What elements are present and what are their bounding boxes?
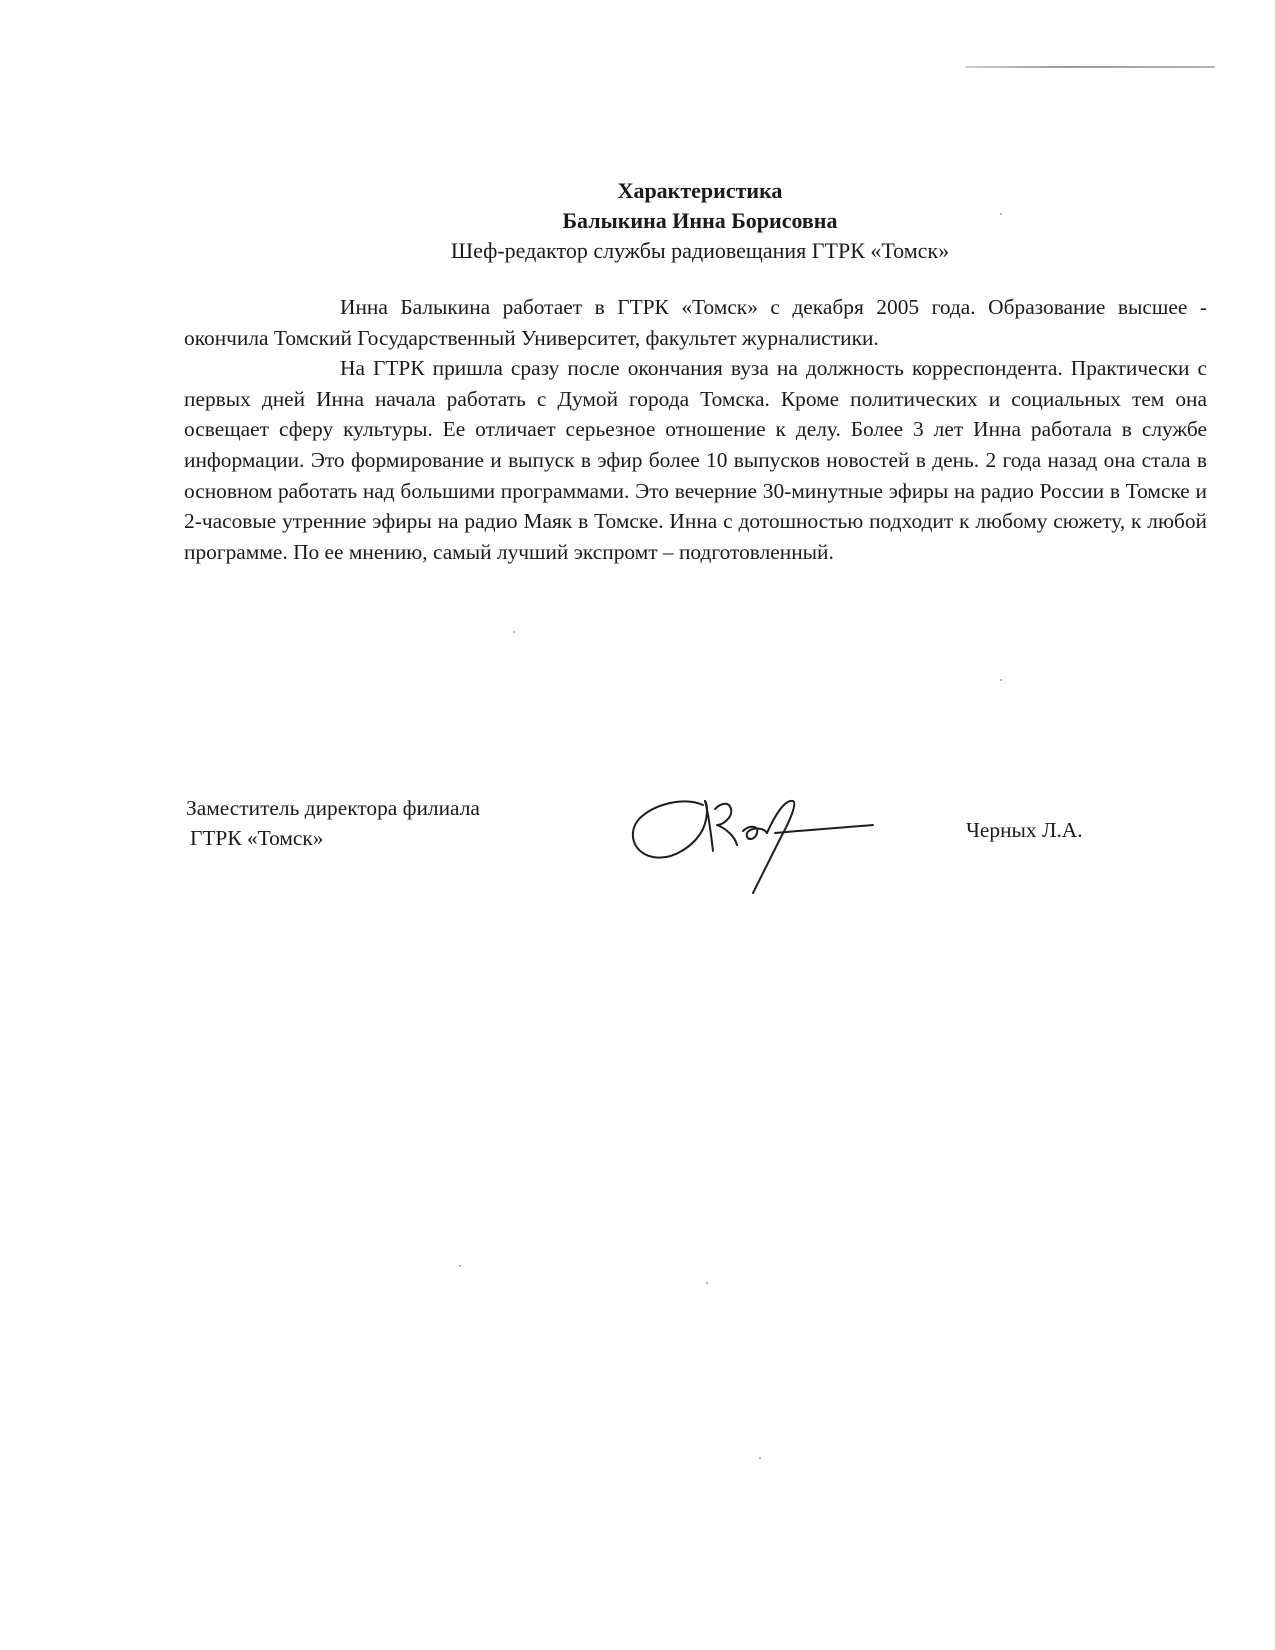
- signature-loop-stroke: [633, 801, 707, 858]
- scan-speck: [1000, 679, 1002, 681]
- person-name: Балыкина Инна Борисовна: [562, 208, 838, 233]
- signature-letter-stroke: [705, 801, 737, 851]
- signature-tail-stroke: [775, 825, 873, 833]
- person-position: Шеф-редактор службы радиовещания ГТРК «Томск»: [450, 238, 950, 263]
- signatory-organization: ГТРК «Томск»: [190, 826, 324, 850]
- document-title: Характеристика: [617, 178, 783, 203]
- scan-speck: [706, 1282, 708, 1284]
- body-paragraph-2: На ГТРК пришла сразу после окончания вуза на должность корреспондента. Практически с первых дней Инна начала работать с Думой города Томска. Кроме политических и социальных тем она освещает сферу культуры. Ее отличает серьезное отношение к делу. Более 3 лет Инна работала в службе информации. Это формирование и выпуск в эфир более 10 выпусков новостей в день. 2 года назад она стала в основном работать над большими программами. Это вечерние 30-минутные эфиры на радио России в Томске и 2-часовые утренние эфиры на радио Маяк в Томске. Инна с дотошностью подходит к любому сюжету, к любой программе. По ее мнению, самый лучший экспромт – подготовленный.: [184, 356, 1207, 564]
- scan-speck: [759, 1457, 761, 1459]
- document-body: [184, 292, 1207, 567]
- signatory-title: Заместитель директора филиала: [186, 796, 480, 820]
- handwritten-signature: [625, 785, 885, 900]
- signatory-name: Черных Л.А.: [966, 818, 1083, 842]
- signature-middle-stroke: [743, 827, 767, 839]
- scan-speck: [459, 1265, 461, 1267]
- signature-descender-stroke: [753, 801, 794, 893]
- scan-speck: [513, 631, 515, 633]
- body-paragraph-1: Инна Балыкина работает в ГТРК «Томск» с декабря 2005 года. Образование высшее - окончила Томский Государственный Университет, факультет журналистики.: [184, 295, 1207, 350]
- scan-speck: [1000, 213, 1002, 215]
- scan-edge-mark: [965, 66, 1215, 68]
